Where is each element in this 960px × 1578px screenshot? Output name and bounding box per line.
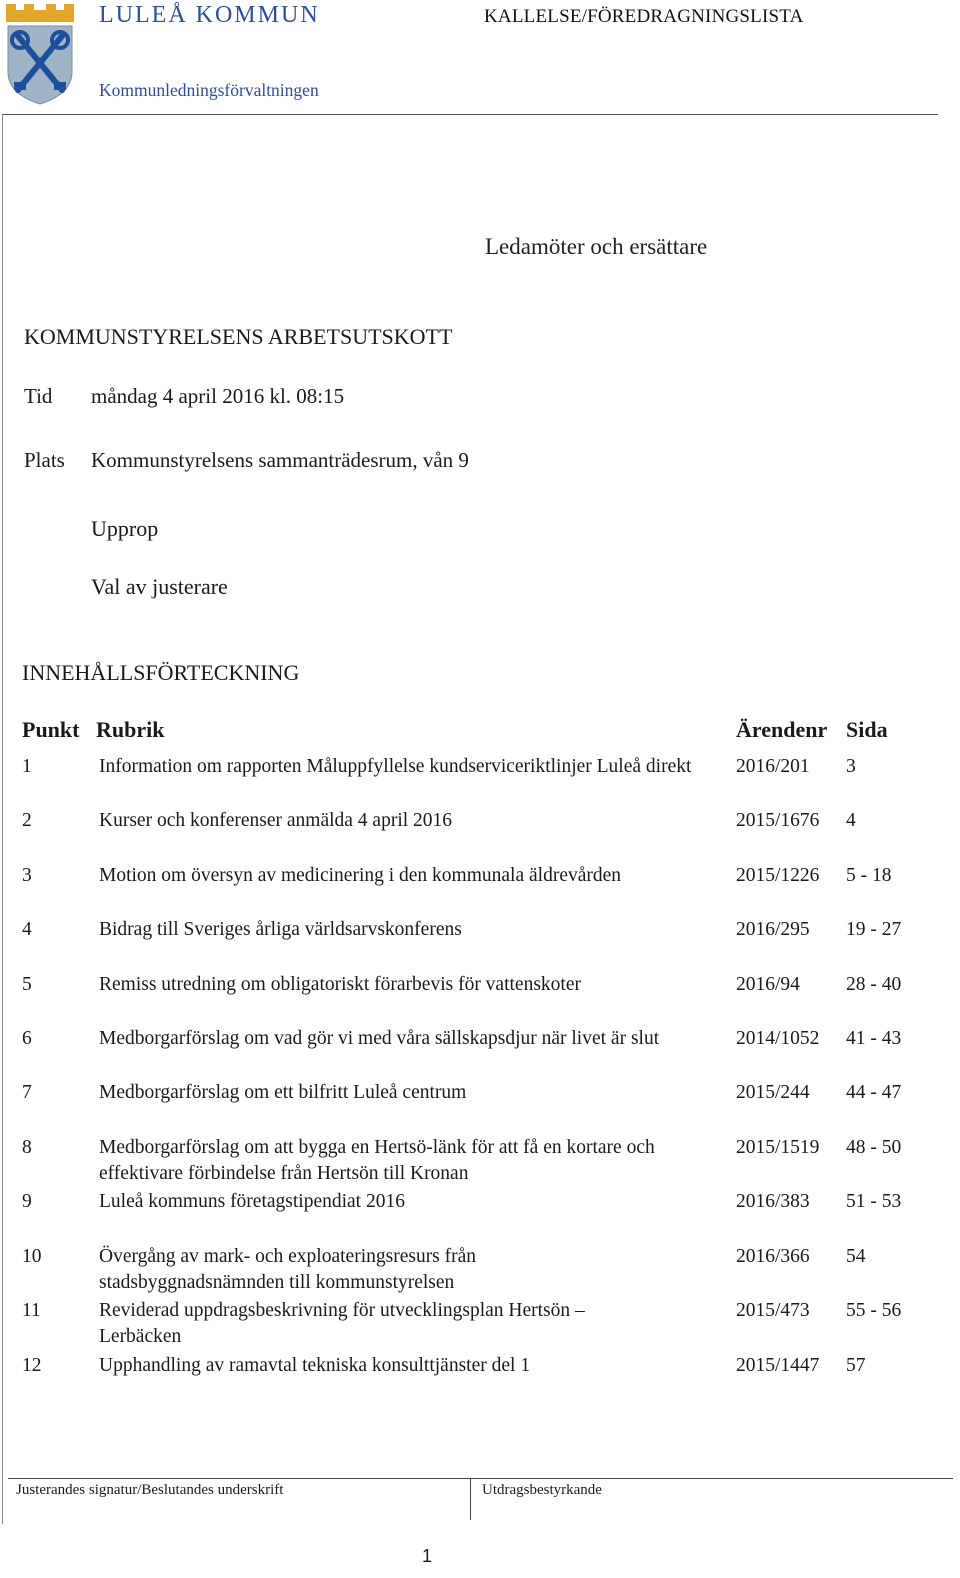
column-header-page: Sida — [846, 717, 888, 742]
item-page: 51 - 53 — [846, 1191, 902, 1212]
column-header-ref: Ärendenr — [736, 717, 828, 742]
item-title: Luleå kommuns företagstipendiat 2016 — [99, 1191, 405, 1212]
item-title: Kurser och konferenser anmälda 4 april 2016 — [99, 810, 453, 831]
item-ref: 2016/295 — [736, 919, 810, 940]
item-page: 3 — [846, 756, 856, 777]
footer-divider — [8, 1478, 953, 1479]
item-page: 57 — [846, 1355, 866, 1376]
item-ref: 2015/1519 — [736, 1137, 820, 1158]
footer-column-divider — [470, 1478, 471, 1520]
item-number: 5 — [22, 974, 32, 995]
left-margin-line — [2, 114, 3, 1524]
item-ref: 2015/1676 — [736, 810, 820, 831]
item-title: Information om rapporten Måluppfyllelse kundserviceriktlinjer Luleå direkt — [99, 756, 692, 777]
luleå-crest-icon — [4, 2, 76, 106]
org-name: LULEÅ KOMMUN — [99, 2, 320, 28]
time-value: måndag 4 april 2016 kl. 08:15 — [91, 384, 345, 408]
item-title: Upphandling av ramavtal tekniska konsulttjänster del 1 — [99, 1355, 531, 1376]
item-page: 4 — [846, 810, 856, 831]
item-page: 5 - 18 — [846, 865, 892, 886]
item-number: 10 — [22, 1246, 42, 1267]
document-type: KALLELSE/FÖREDRAGNINGSLISTA — [484, 6, 804, 27]
item-ref: 2015/473 — [736, 1300, 810, 1321]
page-number: 1 — [422, 1546, 433, 1566]
item-title: Medborgarförslag om att bygga en Hertsö-länk för att få en kortare och effektivare förbindelse från Hertsön till Kronan — [99, 1137, 655, 1184]
item-ref: 2015/1226 — [736, 865, 820, 886]
item-title: Övergång av mark- och exploateringsresurs från stadsbyggnadsnämnden till kommunstyrelsen — [99, 1246, 477, 1293]
place-label: Plats — [24, 448, 65, 472]
time-label: Tid — [24, 384, 53, 408]
item-ref: 2016/383 — [736, 1191, 810, 1212]
item-number: 7 — [22, 1082, 32, 1103]
recipients: Ledamöter och ersättare — [485, 234, 708, 259]
item-page: 48 - 50 — [846, 1137, 902, 1158]
item-title: Remiss utredning om obligatoriskt förarbevis för vattenskoter — [99, 974, 581, 995]
signature-label: Justerandes signatur/Beslutandes underskrift — [16, 1482, 284, 1498]
department-name: Kommunledningsförvaltningen — [99, 80, 319, 100]
place-value: Kommunstyrelsens sammanträdesrum, vån 9 — [91, 448, 469, 472]
adjuster-selection: Val av justerare — [91, 574, 228, 599]
toc-heading: INNEHÅLLSFÖRTECKNING — [22, 660, 300, 685]
item-title: Motion om översyn av medicinering i den kommunala äldrevården — [99, 865, 622, 886]
item-number: 3 — [22, 865, 32, 886]
extract-certification-label: Utdragsbestyrkande — [482, 1482, 602, 1498]
item-page: 54 — [846, 1246, 866, 1267]
item-ref: 2016/94 — [736, 974, 800, 995]
committee-title: KOMMUNSTYRELSENS ARBETSUTSKOTT — [24, 324, 453, 349]
item-title: Reviderad uppdragsbeskrivning för utvecklingsplan Hertsön – Lerbäcken — [99, 1300, 585, 1347]
column-header-title: Rubrik — [96, 717, 165, 742]
item-page: 55 - 56 — [846, 1300, 902, 1321]
item-page: 28 - 40 — [846, 974, 902, 995]
item-number: 4 — [22, 919, 32, 940]
item-title: Medborgarförslag om ett bilfritt Luleå centrum — [99, 1082, 467, 1103]
item-number: 9 — [22, 1191, 32, 1212]
item-ref: 2015/244 — [736, 1082, 810, 1103]
item-number: 11 — [22, 1300, 41, 1321]
item-ref: 2014/1052 — [736, 1028, 820, 1049]
item-page: 44 - 47 — [846, 1082, 902, 1103]
roll-call: Upprop — [91, 516, 159, 541]
item-ref: 2015/1447 — [736, 1355, 820, 1376]
item-page: 19 - 27 — [846, 919, 902, 940]
item-number: 8 — [22, 1137, 32, 1158]
item-title: Medborgarförslag om vad gör vi med våra sällskapsdjur när livet är slut — [99, 1028, 660, 1049]
item-number: 6 — [22, 1028, 32, 1049]
item-ref: 2016/366 — [736, 1246, 810, 1267]
item-page: 41 - 43 — [846, 1028, 902, 1049]
item-title: Bidrag till Sveriges årliga världsarvskonferens — [99, 919, 462, 940]
item-number: 1 — [22, 756, 32, 777]
header-divider — [2, 114, 938, 115]
item-ref: 2016/201 — [736, 756, 810, 777]
item-number: 12 — [22, 1355, 42, 1376]
item-number: 2 — [22, 810, 32, 831]
column-header-num: Punkt — [22, 717, 80, 742]
